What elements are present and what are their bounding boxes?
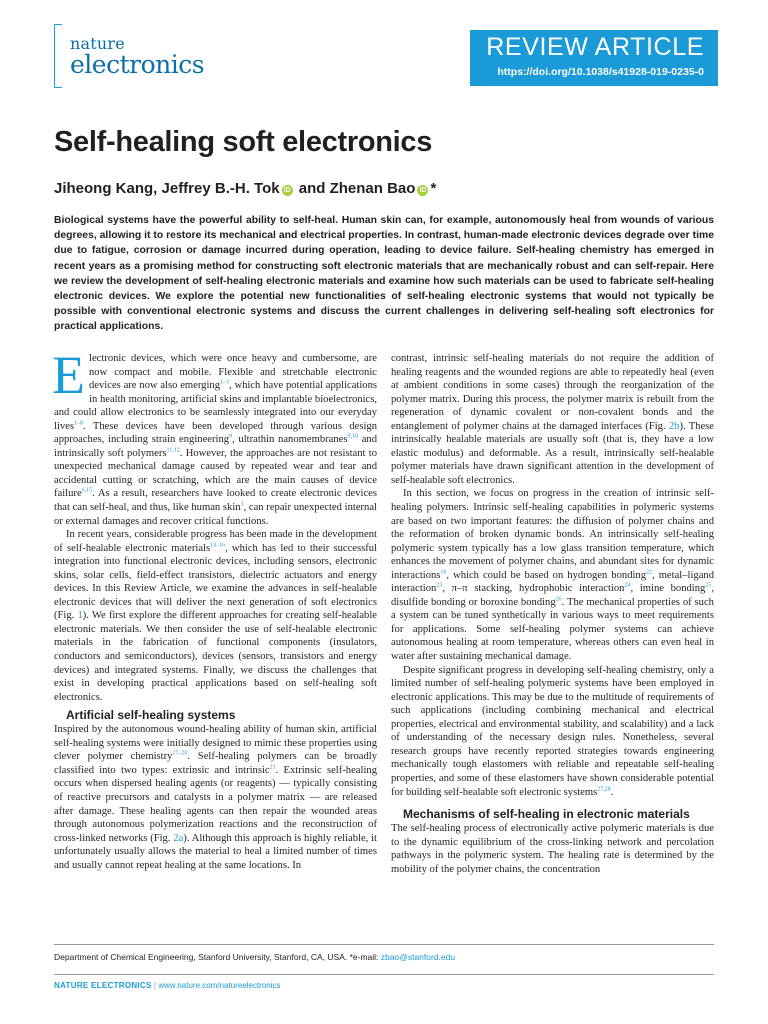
body-column-right — [391, 352, 714, 876]
journal-logo-electronics: electronics — [70, 50, 205, 79]
footer-divider — [54, 974, 714, 975]
footer-url-link[interactable]: www.nature.com/natureelectronics — [158, 981, 281, 990]
article-title: Self-healing soft electronics — [54, 126, 433, 158]
abstract: Biological systems have the powerful ability to self-heal. Human skin can, for example, autonomously heal from wounds of various degrees, allowing it to restore its mechanical and electrical properties. In contrast, human-made electronic devices degrade over time due to fatigue, corrosion or damage incurred during operation, leading to device failure. Self-healing chemistry has emerged in recent years as a promising method for constructing soft electronic materials that are mechanically robust and can self-repair. Here we review the development of self-healing electronic materials and examine how such materials can be used to fabricate self-healing electronic devices. We explore the potential new functionalities of self-healing electronic systems that would not typically be possible with conventional electronic systems and discuss the current challenges in delivering self-healing soft electronics for practical applications. — [54, 215, 714, 333]
drop-cap: E — [52, 345, 85, 405]
email-link[interactable]: zbao@stanford.edu — [380, 952, 456, 962]
affiliation-text: Department of Chemical Engineering, Stanford University, Stanford, CA, USA. *e-mail: — [54, 952, 381, 962]
author-list — [54, 180, 436, 197]
doi-link[interactable]: https://doi.org/10.1038/s41928-019-0235-0 — [497, 66, 704, 78]
section-heading: Artificial self-healing systems — [66, 708, 236, 723]
page-header — [0, 0, 768, 100]
body-paragraph: Despite significant progress in developing self-healing chemistry, only a limited number of self-healing polymeric systems have been employed in electronic applications. This may be due to the multitude of requirements of such applications (including combining mechanical and electrical properties, electrical and environmental stability, and scalability) and a lack of understanding of the necessary design rules. Nonetheless, several research groups have recently reported strategies towards engineering mechanically tough elastomers with reliable and repeatable self-healing properties, and some of these elastomers have shown considerable potential for building self-healable soft electronic systems$^{27,28}$. — [391, 664, 714, 798]
footnote-divider — [54, 944, 714, 945]
author-names-2: and Zhenan Bao — [294, 180, 416, 197]
corresponding-star: * — [430, 180, 437, 197]
footer-separator: | — [151, 981, 159, 990]
journal-logo-nature: nature — [70, 34, 125, 53]
page-footer — [54, 981, 281, 990]
orcid-icon[interactable]: iD — [419, 187, 427, 194]
body-column-left — [52, 345, 378, 872]
orcid-icon[interactable]: iD — [283, 187, 291, 194]
affiliation-footnote — [54, 952, 455, 962]
body-paragraph: The self-healing process of electronically active polymeric materials is due to the dynamic equilibrium of the cross-linking network and percolation pathways in the polymeric system. The healing rate is determined by the mobility of the polymer chains, the concentration — [391, 823, 714, 875]
body-paragraph: contrast, intrinsic self-healing materials do not require the addition of healing reagents and the wounded regions are able to repeatedly heal (even at ambient conditions in some cases) through the reorganization of the polymer matrix. During this process, the polymer matrix is rebuilt from the regeneration of dynamic covalent or non-covalent bonds and the entanglement of polymer chains at the damaged interfaces (Fig. 2b). These intrinsically healable materials are usually soft (that is, they have a low elastic modulus) and deformable. As a result, intrinsically self-healable polymer materials have drawn significant attention in the development of self-healable soft electronics. — [391, 353, 714, 486]
footer-journal: NATURE ELECTRONICS — [54, 981, 152, 990]
body-paragraph: In recent years, considerable progress has been made in the development of self-healable electronic materials$^{13-16}$, which has led to their successful integration into functional electronic devices, including sensors, electronic skins, solar cells, field-effect transistors, dielectric actuators and energy devices. In this Review Article, we examine the advances in self-healable electronic devices that will deliver the next generation of soft electronics (Fig. 1). We first explore the different approaches for creating self-healable electronic materials. We then consider the use of self-healable electronic materials in the fabrication of functional components (insulators, conductors and semiconductors), devices (sensors, transistors and energy devices) and integrated systems. Finally, we discuss the challenges that exist in developing practical applications based on self-healing soft electronics. — [54, 529, 378, 703]
logo-bracket — [54, 24, 62, 88]
article-type-label: REVIEW ARTICLE — [486, 33, 704, 61]
author-names-1: Jiheong Kang, Jeffrey B.-H. Tok — [54, 180, 280, 197]
body-paragraph: Inspired by the autonomous wound-healing ability of human skin, artificial self-healing systems were initially designed to mimic these properties using clever polymer chemistry$^{17-20}$. Self-healing polymers can be broadly classified into two types: extrinsic and intrinsic$^{21}$. Extrinsic self-healing occurs when dispersed healing agents (or reagents) — typically consisting of reactive precursors and catalysts in a polymer matrix — are released after damage. These healing agents can then repair the wounded areas through autonomous polymerization reactions and the reconstruction of cross-linked networks (Fig. 2a). Although this approach is highly reliable, it unfortunately usually allows the material to heal a limited number of times and usually cannot repeat healing at the same locations. In — [54, 724, 377, 871]
section-heading: Mechanisms of self-healing in electronic materials — [403, 807, 690, 822]
body-paragraph: In this section, we focus on progress in the creation of intrinsic self-healing polymers. Intrinsic self-healing capabilities in polymeric systems are based on two important features: the diffusion of polymer chains and the reformation of broken dynamic bonds. An intrinsically self-healing polymeric system typically has a low glass transition temperature, which enhances the movement of polymer chains, and abundant sites for dynamic interactions$^{18}$, which could be based on hydrogen bonding$^{22}$, metal–ligand interaction$^{23}$, π–π stacking, hydrophobic interaction$^{24}$, imine bonding$^{25}$, disulfide bonding or boroxine bonding$^{26}$. The mechanical properties of such a system can be tuned synthetically in various ways to meet requirements for applications. Some self-healing polymer systems can achieve autonomous healing at room temperature, whereas others can even heal in water after sustaining mechanical damage. — [391, 488, 714, 663]
body-paragraph: Electronic devices, which were once heavy and cumbersome, are now compact and mobile. Flexible and stretchable electronic devices are now also emerging$^{1-3}$, which have potential applications in health monitoring, artificial skins and implantable bioelectronics, and could allow electronics to be seamlessly integrated into our everyday lives$^{1-8}$. These devices have been developed through various design approaches, including strain engineering$^9$, ultrathin nanomembranes$^{9,10}$ and intrinsically soft polymers$^{11,12}$. However, the approaches are not resistant to unexpected mechanical damage caused by repeated wear and tear and accidental cutting or scratching, which are the main causes of device failure$^{6,15}$. As a result, researchers have looked to create electronic devices that can self-heal, and thus, like human skin$^1$, can repair unexpected internal or external damages and recover critical functions. — [52, 345, 378, 527]
